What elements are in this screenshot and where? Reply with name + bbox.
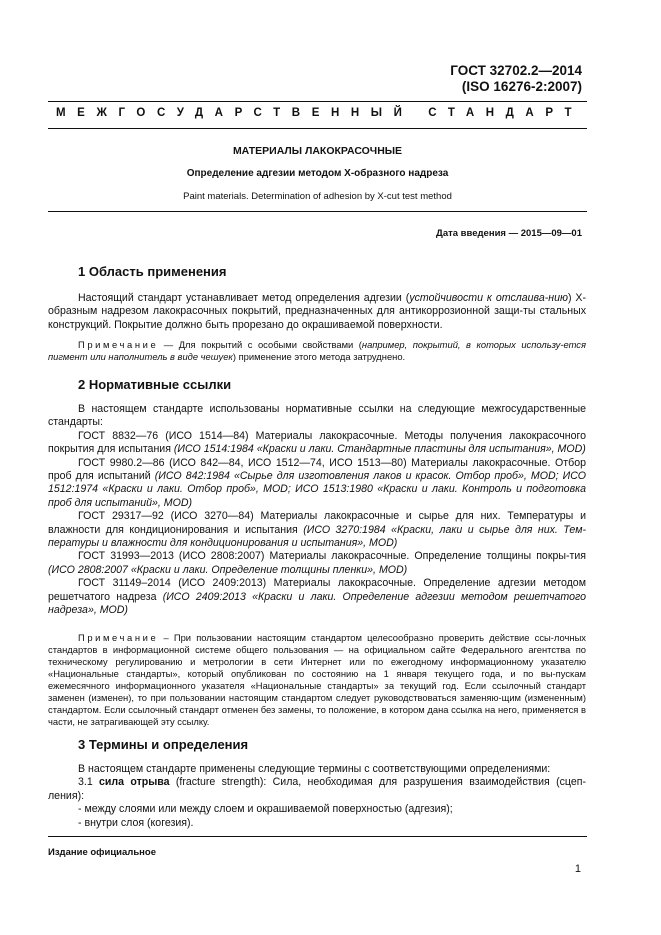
iso-number: (ISO 16276-2:2007)	[461, 79, 582, 94]
section-1-note: Примечание — Для покрытий с особыми свойствами (например, покрытий, в которых использу-ется пигмент или наполнитель в виде чешуек) применение этого метода затруднено.	[48, 339, 586, 362]
document-subtitle: Определение адгезии методом Х-образного надреза	[186, 168, 449, 179]
reference-item: ГОСТ 31993—2013 (ИСО 2808:2007) Материалы лакокрасочные. Определение толщины покры-тия (ИСО 2808:2007 «Краски и лаки. Определение толщины пленки», MOD)	[48, 550, 586, 576]
introduction-date: Дата введения — 2015—09—01	[436, 228, 582, 239]
section-2-note: Примечание – При пользовании настоящим стандартом целесообразно проверить действие ссы-лочных стандартов в информационной системе общего пользования — на официальном сайте Федерального агентства по техническому регулированию и метрологии в сети Интернет или по ежегодному информационному указателю «Национальные стандарты», который опубликован по состоянию на 1 января текущего года, и по вы-пускам ежемесячного информационного указателя «Национальные стандарты» за текущий год. Если ссылочный стандарт заменен (изменен), то при пользовании настоящим стандартом следует руководствоваться заменяю-щим (измененным) стандартом. Если ссылочный стандарт отменен без замены, то положение, в котором дана ссылка на него, применяется в части, не затрагивающей эту ссылку.	[48, 632, 586, 727]
standard-number: ГОСТ 32702.2—2014	[450, 63, 582, 78]
term-definition: 3.1 сила отрыва (fracture strength): Сила, необходимая для разрушения взаимодействия (сцеп-ления):	[48, 776, 586, 802]
note-label: Примечание	[78, 632, 159, 643]
section-1-heading: 1 Область применения	[78, 264, 227, 279]
header-bottom-rule	[48, 128, 587, 129]
list-item: - между слоями или между слоем и окрашиваемой поверхностью (адгезия);	[78, 803, 453, 816]
list-item: - внутри слоя (когезия).	[78, 816, 194, 829]
title-rule	[48, 211, 587, 212]
section-2-body	[48, 403, 586, 618]
section-2-heading: 2 Нормативные ссылки	[78, 377, 232, 392]
top-rule	[48, 101, 587, 102]
reference-item: ГОСТ 9980.2—86 (ИСО 842—84, ИСО 1512—74, ИСО 1513—80) Материалы лакокрасочные. Отбор проб для испытаний (ИСО 842:1984 «Сырье для изготовления лаков и красок. Отбор проб», MOD; ИСО 1512:1974 «Краски и лаки. Отбор проб», MOD; ИСО 1513:1980 «Краски и лаки. Контроль и подготовка проб для испытаний», MOD)	[48, 456, 586, 509]
reference-item: ГОСТ 8832—76 (ИСО 1514—84) Материалы лакокрасочные. Методы получения лакокрасочного покрытия для испытания (ИСО 1514:1984 «Краски и лаки. Стандартные пластины для испытания», MOD)	[48, 429, 586, 456]
document-title: МАТЕРИАЛЫ ЛАКОКРАСОЧНЫЕ	[232, 145, 403, 157]
section-1-body	[48, 292, 586, 332]
reference-item: ГОСТ 29317—92 (ИСО 3270—84) Материалы лакокрасочные и сырье для них. Температуры и влажности для кондиционирования и испытания (ИСО 3270:1984 «Краски, лаки и сырье для них. Тем-пературы и влажности для кондиционирования и испытания», MOD)	[48, 510, 586, 550]
standard-number-block	[450, 63, 582, 95]
section-3-heading: 3 Термины и определения	[78, 737, 249, 752]
english-title: Paint materials. Determination of adhesion by X-cut test method	[183, 191, 452, 202]
page-number: 1	[574, 863, 581, 875]
terms-intro: В настоящем стандарте применены следующие термины с соответствующими определениями:	[78, 763, 551, 775]
section-3-body	[48, 763, 586, 830]
interstate-standard-label: МЕЖГОСУДАРСТВЕННЫЙ СТАНДАРТ	[56, 107, 584, 119]
scope-paragraph: Настоящий стандарт устанавливает метод определения адгезии (устойчивости к отслаива-нию) Х-образным надрезом лакокрасочных покрытий, предназначенных для антикоррозионной защи-ты стальных конструкций. Покрытие должно быть прорезано до окрашиваемой поверхности.	[48, 292, 586, 331]
note-label: Примечание	[78, 339, 159, 350]
term-name: сила отрыва	[99, 776, 170, 789]
references-intro: В настоящем стандарте использованы нормативные ссылки на следующие межгосударственные стандарты:	[48, 403, 586, 429]
footer-rule	[48, 836, 587, 837]
edition-label: Издание официальное	[48, 847, 156, 858]
reference-item: ГОСТ 31149–2014 (ИСО 2409:2013) Материалы лакокрасочные. Определение адгезии методом решетчатого надреза (ИСО 2409:2013 «Краски и лаки. Определение адгезии методом решетчатого надреза», MOD)	[48, 577, 586, 617]
